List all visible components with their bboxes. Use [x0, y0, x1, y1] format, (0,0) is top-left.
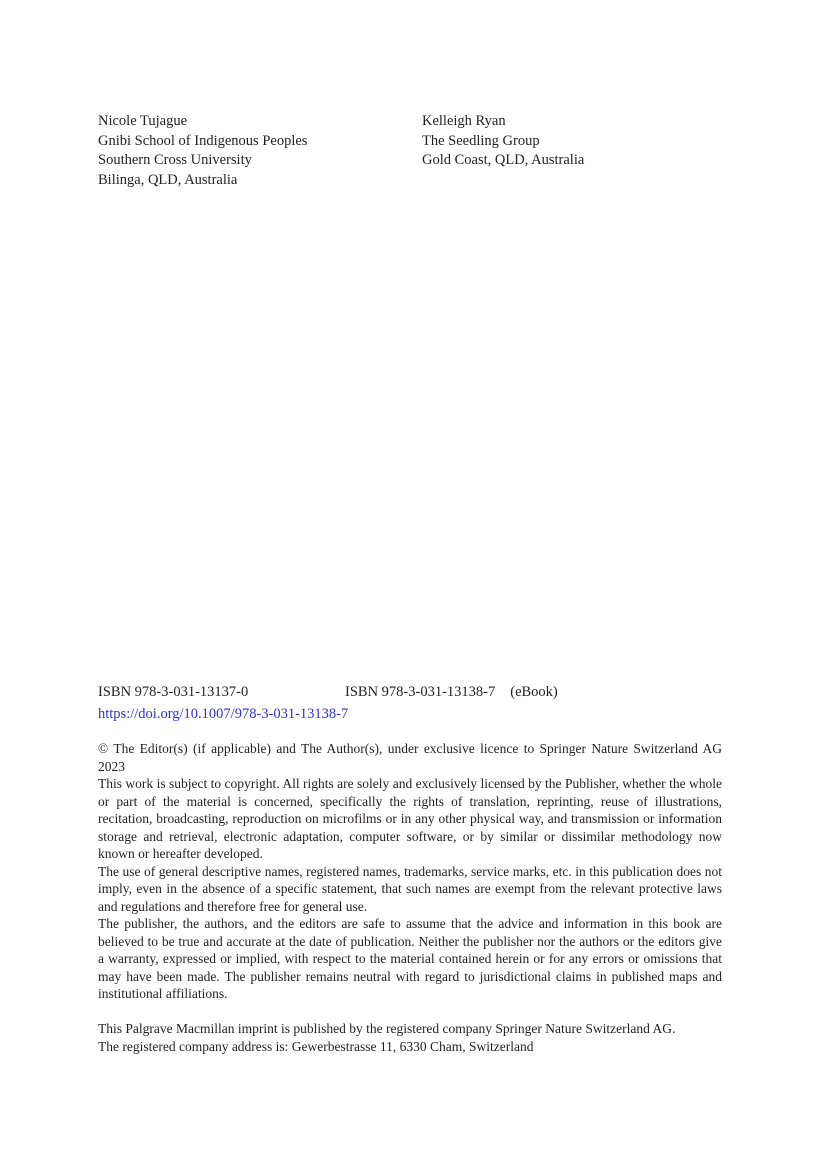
isbn-row	[98, 682, 738, 702]
isbn-print: ISBN 978-3-031-13137-0	[98, 684, 249, 700]
isbn-block	[98, 682, 738, 724]
imprint-statement	[98, 1020, 728, 1055]
author-name: Kelleigh Ryan	[422, 113, 506, 129]
copyright-notice: © The Editor(s) (if applicable) and The Author(s), under exclusive licence to Springer Nature Switzerland AG 2023	[98, 741, 722, 774]
author-block-left	[98, 112, 422, 190]
trademark-statement: The use of general descriptive names, registered names, trademarks, service marks, etc. in this publication does not imply, even in the absence of a specific statement, that such names are exempt from the relevant protective laws and regulations and therefore free for general use.	[98, 863, 722, 914]
author-name: Nicole Tujague	[98, 113, 188, 129]
author-affiliation: The Seedling Group	[422, 132, 540, 149]
author-location: Bilinga, QLD, Australia	[98, 171, 238, 188]
imprint-address-line: The registered company address is: Gewerbestrasse 11, 6330 Cham, Switzerland	[98, 1038, 534, 1054]
author-block-right	[422, 112, 722, 190]
rights-statement: This work is subject to copyright. All rights are solely and exclusively licensed by the Publisher, whether the whole or part of the material is concerned, specifically the rights of translation, reprinting, reuse of illustrations, recitation, broadcasting, reproduction on microfilms or in any other physical way, and transmission or information storage and retrieval, electronic adaptation, computer software, or by similar or dissimilar methodology now known or hereafter developed.	[98, 776, 722, 861]
publisher-disclaimer: The publisher, the authors, and the editors are safe to assume that the advice and information in this book are believed to be true and accurate at the date of publication. Neither the publisher nor the authors or the editors give a warranty, expressed or implied, with respect to the material contained herein or for any errors or omissions that may have been made. The publisher remains neutral with regard to jurisdictional claims in published maps and institutional affiliations.	[98, 916, 722, 1001]
author-affiliations	[98, 112, 722, 190]
isbn-ebook: ISBN 978-3-031-13138-7	[345, 684, 496, 700]
author-location: Gold Coast, QLD, Australia	[422, 152, 585, 169]
author-affiliation: Southern Cross University	[98, 152, 252, 169]
copyright-notices	[98, 740, 722, 1003]
imprint-company-line: This Palgrave Macmillan imprint is published by the registered company Springer Nature Switzerland AG.	[98, 1021, 676, 1036]
doi-link[interactable]: https://doi.org/10.1007/978-3-031-13138-7	[98, 706, 349, 722]
author-affiliation: Gnibi School of Indigenous Peoples	[98, 132, 308, 149]
isbn-ebook-format-label: (eBook)	[510, 684, 558, 700]
